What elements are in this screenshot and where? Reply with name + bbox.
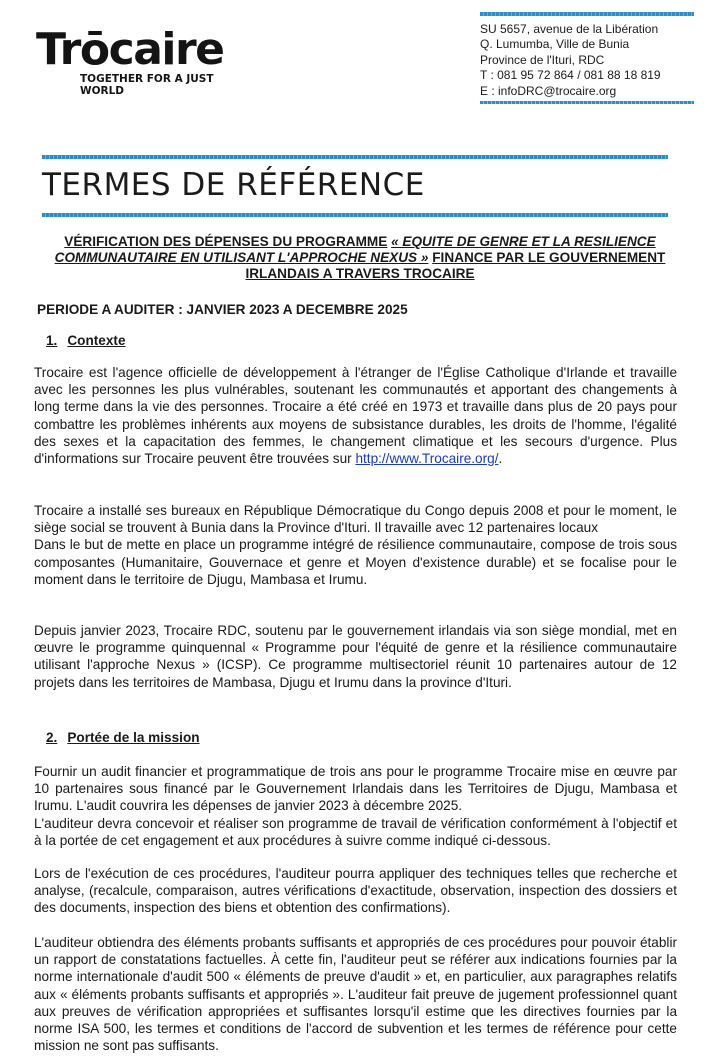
address-bottom-rule <box>480 101 694 104</box>
paragraph-text: L'auditeur obtiendra des éléments probants suffisants et appropriés de ces procédures pour pouvoir établir un rapport de constatations factuelles. À cette fin, l'auditeur peut se référer aux indications fournies par la norme internationale d'audit 500 « éléments de preuve d'audit » et, en particulier, aux paragraphes relatifs aux « éléments probants suffisants et appropriés ». L'auditeur fait preuve de jugement professionnel quant aux preuves de vérification appropriées et suffisantes lorsqu'il estime que les directives fournies par la norme ISA 500, les termes et conditions de l'accord de subvention et les termes de référence pour cette mission ne sont pas suffisants. <box>34 935 677 1054</box>
link-suffix: . <box>498 451 503 467</box>
paragraph-text: L'auditeur devra concevoir et réaliser son programme de travail de vérification conformément à l'objectif et à la portée de cet engagement et aux procédures à suivre comme indiqué ci-dessous. <box>34 815 677 848</box>
paragraph-text: Fournir un audit financier et programmatique de trois ans pour le programme Trocaire mise en œuvre par 10 partenaires sous financé par le Gouvernement Irlandais dans les Territoires de Djugu, Mambasa et Irumu. L'audit couvrira les dépenses de janvier 2023 à décembre 2025. <box>34 764 677 814</box>
section-1-heading <box>46 333 126 348</box>
document-title: TERMES DE RÉFÉRENCE <box>42 167 425 203</box>
section-1-label: Contexte <box>67 333 126 348</box>
logo-wordmark: Trōcaire <box>36 24 224 75</box>
audit-period: PERIODE A AUDITER : JANVIER 2023 A DECEMBRE 2025 <box>37 302 408 317</box>
address-phone: T : 081 95 72 864 / 081 88 18 819 <box>480 68 661 83</box>
address-line: Q. Lumumba, Ville de Bunia <box>480 37 630 52</box>
subheading-part2: « EQUITE DE GENRE ET LA RESILIENCE COMMUNAUTAIRE EN UTILISANT L'APPROCHE NEXUS » <box>54 234 656 265</box>
section-1-paragraph-1 <box>34 364 677 467</box>
paragraph-text: Trocaire a installé ses bureaux en République Démocratique du Congo depuis 2008 et pour le moment, le siège social se trouvent à Bunia dans la Province d'Ituri. Il travaille avec 12 partenaires locaux <box>34 503 677 536</box>
paragraph-text: Lors de l'exécution de ces procédures, l'auditeur pourra appliquer des techniques telles que recherche et analyse, (recalcule, comparaison, autres vérifications d'exactitude, observation, inspection des dossiers et des documents, inspection des biens et obtention des confirmations). <box>34 866 677 916</box>
subheading-part3: FINANCE PAR LE GOUVERNEMENT IRLANDAIS A TRAVERS TROCAIRE <box>245 250 666 281</box>
address-line: Province de l'Ituri, RDC <box>480 52 605 67</box>
title-bottom-rule <box>42 213 668 217</box>
section-1-number: 1. <box>46 333 58 348</box>
logo-tagline: TOGETHER FOR A JUST WORLD <box>80 73 214 97</box>
section-2-number: 2. <box>46 730 58 745</box>
section-2-paragraph-1 <box>34 763 677 849</box>
paragraph-text: Dans le but de mette en place un programme intégré de résilience communautaire, compose de trois sous composantes (Humanitaire, Gouvernace et genre et Moyen d'existence durable) et se focalise pour le moment dans le territoire de Djugu, Mambasa et Irumu. <box>34 537 677 587</box>
section-2-label: Portée de la mission <box>67 730 200 745</box>
section-2-heading <box>46 730 200 745</box>
section-1-paragraph-2 <box>34 502 677 588</box>
section-1-paragraph-3 <box>34 622 677 691</box>
subheading-part1: VÉRIFICATION DES DÉPENSES DU PROGRAMME <box>64 234 388 249</box>
program-subheading <box>40 234 680 282</box>
address-line: SU 5657, avenue de la Libération <box>480 22 659 36</box>
trocaire-website-link[interactable]: http://www.Trocaire.org/ <box>355 451 499 467</box>
paragraph-text: Trocaire est l'agence officielle de développement à l'étranger de l'Église Catholique d'Irlande et travaille avec les personnes les plus vulnérables, soutenant les communautés et apportant des changements à long terme dans la vie des personnes. Trocaire a été créé en 1973 et travaille dans plus de 20 pays pour combattre les problèmes inhérents aux moyens de subsistance durables, les droits de l'homme, l'égalité des sexes et la capacitation des femmes, le changement climatique et les secours d'urgence. Plus d'informations sur Trocaire peuvent être trouvées sur <box>34 365 677 467</box>
trocaire-logo <box>36 24 236 97</box>
title-top-rule <box>42 155 668 159</box>
section-2-paragraph-2 <box>34 865 677 917</box>
paragraph-text: Depuis janvier 2023, Trocaire RDC, soutenu par le gouvernement irlandais via son siège mondial, met en œuvre le programme quinquennal « Programme pour l'équité de genre et la résilience communautaire utilisant l'approche Nexus » (ICSP). Ce programme multisectoriel réunit 10 partenaires autour de 12 projets dans les territoires de Mambasa, Djugu et Irumu dans la province d'Ituri. <box>34 623 677 690</box>
section-2-paragraph-3 <box>34 934 677 1054</box>
address-block <box>480 22 661 99</box>
address-email: E : infoDRC@trocaire.org <box>480 83 617 98</box>
address-top-rule <box>480 12 694 16</box>
